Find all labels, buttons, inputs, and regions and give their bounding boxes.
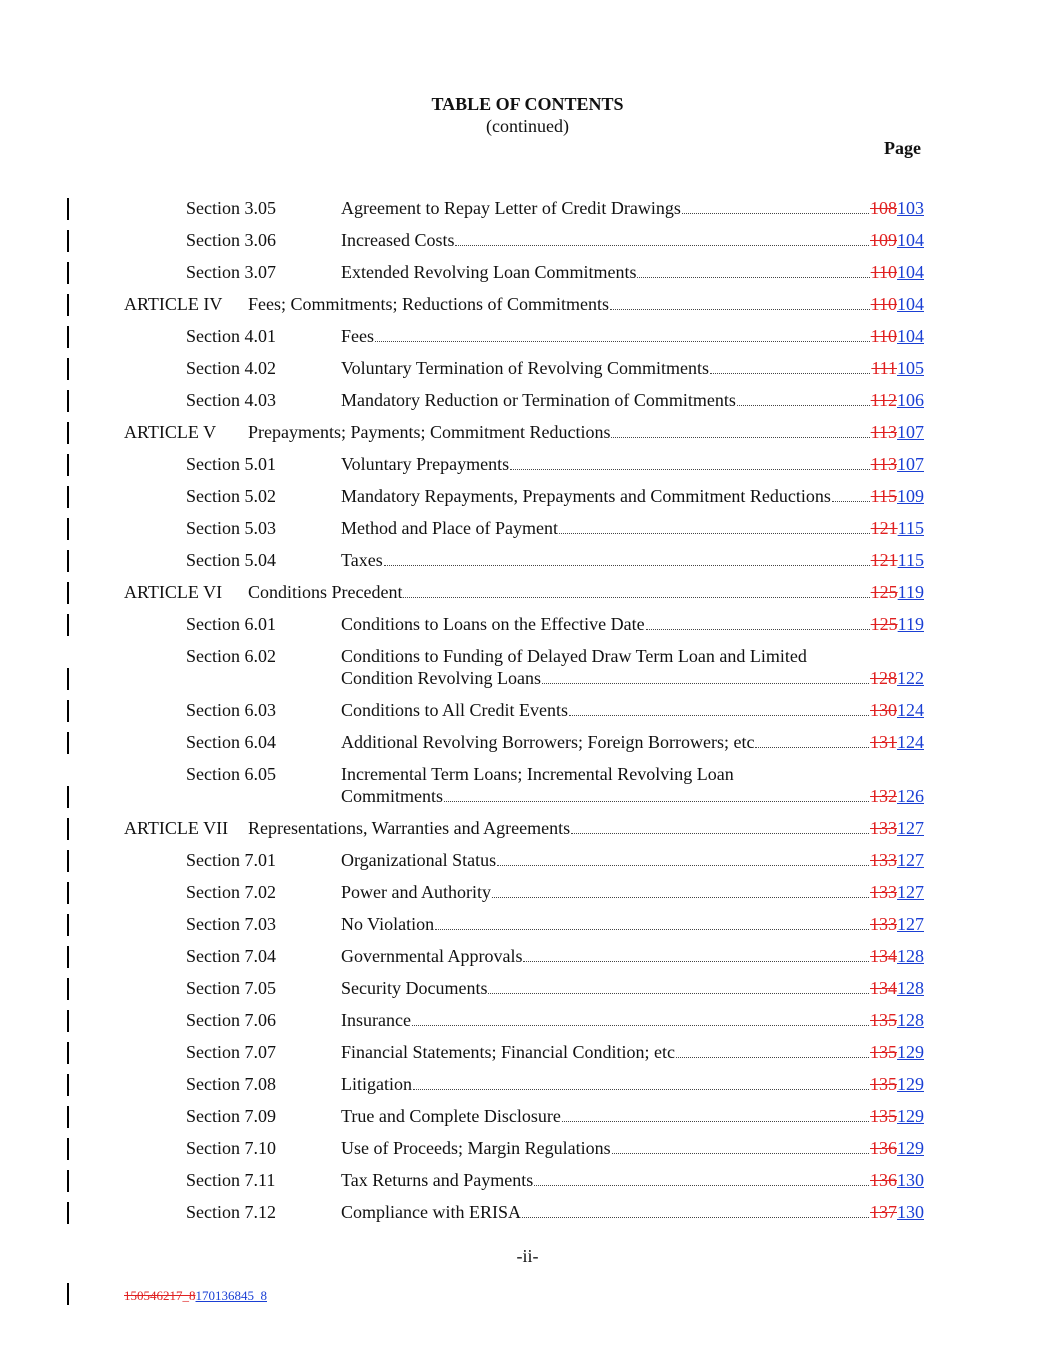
dot-leader [497,865,869,866]
change-bar [67,294,69,316]
change-bar [67,614,69,636]
toc-section-entry[interactable] [0,198,1055,220]
change-bar [67,850,69,872]
entry-line [341,262,924,283]
change-bar [67,732,69,754]
old-page-number: 110 [870,326,897,346]
article-number: ARTICLE VI [124,582,223,602]
entry-title: Insurance [341,1010,411,1030]
section-number: Section 6.01 [186,614,276,634]
dot-leader [384,565,870,566]
old-page-number: 134 [870,946,897,966]
section-number: Section 4.03 [186,390,276,410]
page-number: -ii- [516,1246,539,1266]
dot-leader [375,341,870,342]
entry-title: Conditions Precedent [248,582,403,602]
toc-section-entry[interactable] [0,454,1055,476]
document-id-inserted: 170136845_8 [195,1288,267,1303]
change-bar [67,262,69,284]
toc-section-entry[interactable] [0,946,1055,968]
change-bar [67,1170,69,1192]
dot-leader [444,801,869,802]
new-page-number[interactable]: 105 [897,358,924,378]
old-page-number: 136 [870,1170,897,1190]
change-bar [67,454,69,476]
entry-line [341,614,924,635]
entry-line [341,1010,924,1031]
dot-leader [612,1153,869,1154]
article-number: ARTICLE V [124,422,217,442]
section-number: Section 7.05 [186,978,276,998]
toc-section-entry[interactable] [0,390,1055,412]
old-page-number: 133 [870,882,897,902]
new-page-number[interactable]: 128 [897,946,924,966]
toc-section-entry[interactable] [0,486,1055,508]
dot-leader [646,629,870,630]
toc-section-entry[interactable] [0,230,1055,252]
entry-line [341,786,924,807]
dot-leader [455,245,869,246]
new-page-number[interactable]: 128 [897,978,924,998]
change-bar [67,582,69,604]
toc-section-entry[interactable] [0,1010,1055,1032]
new-page-number[interactable]: 129 [897,1138,924,1158]
entry-line [341,850,924,871]
entry-title: Conditions to All Credit Events [341,700,569,720]
old-page-number: 132 [870,786,897,806]
entry-title: Organizational Status [341,850,497,870]
section-number: Section 7.11 [186,1170,276,1190]
dot-leader [412,1025,869,1026]
new-page-number[interactable]: 109 [897,486,924,506]
toc-section-entry[interactable] [0,978,1055,1000]
dot-leader [522,1217,869,1218]
new-page-number[interactable]: 128 [897,1010,924,1030]
entry-title: Mandatory Repayments, Prepayments and Commitment Reductions [341,486,831,506]
entry-line [341,1170,924,1191]
section-number: Section 7.12 [186,1202,276,1222]
entry-line [341,882,924,903]
toc-section-entry[interactable] [0,914,1055,936]
entry-title: Condition Revolving Loans [341,668,541,688]
toc-section-entry[interactable] [0,614,1055,636]
old-page-number: 121 [870,518,898,538]
entry-title-line1: Incremental Term Loans; Incremental Revolving Loan [341,764,734,784]
document-id-deleted: 150546217_8 [124,1288,196,1303]
section-number: Section 6.05 [186,764,276,784]
old-page-number: 133 [870,818,897,838]
new-page-number[interactable]: 126 [897,786,924,806]
section-number: Section 5.02 [186,486,276,506]
section-number: Section 4.02 [186,358,276,378]
new-page-number[interactable]: 129 [897,1106,924,1126]
entry-line [248,582,924,603]
change-bar [67,700,69,722]
toc-article-entry[interactable] [0,294,1055,316]
old-page-number: 125 [870,582,898,602]
toc-article-entry[interactable] [0,422,1055,444]
old-page-number: 130 [870,700,897,720]
entry-title: Additional Revolving Borrowers; Foreign Borrowers; etc [341,732,755,752]
dot-leader [534,1185,869,1186]
new-page-number[interactable]: 127 [897,882,924,902]
entry-line [341,198,924,219]
entry-line [341,230,924,251]
change-bar [67,230,69,252]
old-page-number: 115 [870,486,897,506]
change-bar [67,1010,69,1032]
section-number: Section 7.01 [186,850,276,870]
new-page-number[interactable]: 127 [897,818,924,838]
entry-title: Fees; Commitments; Reductions of Commitments [248,294,609,314]
entry-title: Prepayments; Payments; Commitment Reductions [248,422,611,442]
entry-line [341,486,924,507]
change-bar [67,390,69,412]
entry-title: Conditions to Loans on the Effective Date [341,614,645,634]
new-page-number[interactable]: 119 [897,614,924,634]
old-page-number: 131 [870,732,897,752]
entry-line [248,818,924,839]
entry-title: Taxes [341,550,383,570]
toc-section-entry[interactable] [0,358,1055,380]
new-page-number[interactable]: 124 [897,732,924,752]
toc-section-entry[interactable] [0,700,1055,722]
section-number: Section 7.09 [186,1106,276,1126]
toc-section-entry[interactable] [0,850,1055,872]
toc-section-entry[interactable] [0,1170,1055,1192]
old-page-number: 135 [870,1074,897,1094]
new-page-number[interactable]: 104 [897,262,924,282]
entry-title: Financial Statements; Financial Condition; etc [341,1042,675,1062]
entry-title: Voluntary Prepayments [341,454,510,474]
change-bar [67,1042,69,1064]
entry-line [341,390,924,411]
entry-line [341,978,924,999]
toc-article-entry[interactable] [0,582,1055,604]
new-page-number[interactable]: 129 [897,1042,924,1062]
entry-title: Representations, Warranties and Agreements [248,818,571,838]
new-page-number[interactable]: 104 [897,326,924,346]
dot-leader [737,405,870,406]
new-page-number[interactable]: 104 [897,230,924,250]
dot-leader [569,715,869,716]
old-page-number: 113 [870,422,897,442]
section-number: Section 7.10 [186,1138,276,1158]
dot-leader [755,747,869,748]
toc-section-entry[interactable] [0,1074,1055,1096]
entry-title: Agreement to Repay Letter of Credit Drawings [341,198,681,218]
section-number: Section 7.03 [186,914,276,934]
toc-title: TABLE OF CONTENTS [431,94,624,114]
section-number: Section 6.03 [186,700,276,720]
entry-title-line1: Conditions to Funding of Delayed Draw Term Loan and Limited [341,646,807,666]
dot-leader [676,1057,869,1058]
toc-section-entry[interactable] [0,518,1055,540]
new-page-number[interactable]: 115 [897,550,924,570]
dot-leader [559,533,870,534]
toc-article-entry[interactable] [0,818,1055,840]
dot-leader [542,683,869,684]
new-page-number[interactable]: 106 [897,390,924,410]
section-number: Section 3.07 [186,262,276,282]
toc-subtitle: (continued) [486,116,569,136]
old-page-number: 135 [870,1010,897,1030]
entry-line [341,668,924,689]
entry-title: Security Documents [341,978,488,998]
new-page-number[interactable]: 130 [897,1202,924,1222]
change-bar [67,326,69,348]
change-bar [67,422,69,444]
dot-leader [571,833,869,834]
entry-line [341,550,924,571]
new-page-number[interactable]: 104 [897,294,924,314]
entry-title: Use of Proceeds; Margin Regulations [341,1138,611,1158]
dot-leader [413,1089,869,1090]
section-number: Section 7.02 [186,882,276,902]
dot-leader [562,1121,869,1122]
page-column-label: Page [884,138,921,158]
entry-title: Mandatory Reduction or Termination of Commitments [341,390,736,410]
new-page-number[interactable]: 103 [897,198,924,218]
section-number: Section 3.05 [186,198,276,218]
old-page-number: 128 [870,668,897,688]
old-page-number: 135 [870,1106,897,1126]
entry-title: Method and Place of Payment [341,518,558,538]
dot-leader [510,469,870,470]
dot-leader [637,277,869,278]
entry-line [341,946,924,967]
dot-leader [492,897,869,898]
change-bar [67,358,69,380]
old-page-number: 134 [870,978,897,998]
entry-line [341,454,924,475]
toc-section-entry[interactable] [0,1138,1055,1160]
entry-line [341,914,924,935]
entry-title: No Violation [341,914,435,934]
change-bar [67,978,69,1000]
entry-title: Commitments [341,786,444,806]
new-page-number[interactable]: 107 [897,454,924,474]
new-page-number[interactable]: 122 [897,668,924,688]
change-bar [67,1074,69,1096]
change-bar [67,946,69,968]
new-page-number[interactable]: 130 [897,1170,924,1190]
new-page-number[interactable]: 124 [897,700,924,720]
new-page-number[interactable]: 119 [897,582,924,602]
change-bar [67,818,69,840]
toc-section-entry[interactable] [0,1042,1055,1064]
entry-line [341,518,924,539]
toc-section-entry[interactable] [0,550,1055,572]
change-bar [67,198,69,220]
entry-line [341,1042,924,1063]
dot-leader [610,309,870,310]
section-number: Section 5.04 [186,550,276,570]
section-number: Section 7.06 [186,1010,276,1030]
old-page-number: 111 [871,358,897,378]
toc-section-entry[interactable] [0,882,1055,904]
old-page-number: 113 [870,454,897,474]
old-page-number: 133 [870,850,897,870]
entry-title: Fees [341,326,374,346]
entry-title: True and Complete Disclosure [341,1106,561,1126]
change-bar [67,1106,69,1128]
old-page-number: 110 [870,294,897,314]
entry-title: Litigation [341,1074,412,1094]
dot-leader [832,501,870,502]
entry-title: Compliance with ERISA [341,1202,521,1222]
entry-line [341,326,924,347]
section-number: Section 7.08 [186,1074,276,1094]
entry-title: Tax Returns and Payments [341,1170,534,1190]
toc-section-entry[interactable] [0,1202,1055,1224]
change-bar [67,1202,69,1224]
entry-line [341,1074,924,1095]
new-page-number[interactable]: 107 [897,422,924,442]
new-page-number[interactable]: 127 [897,850,924,870]
old-page-number: 137 [870,1202,897,1222]
entry-line [341,700,924,721]
entry-line [248,294,924,315]
article-number: ARTICLE IV [124,294,223,314]
old-page-number: 108 [870,198,897,218]
old-page-number: 125 [870,614,898,634]
section-number: Section 7.04 [186,946,276,966]
article-number: ARTICLE VII [124,818,229,838]
entry-title: Increased Costs [341,230,455,250]
section-number: Section 4.01 [186,326,276,346]
document-id [124,1288,267,1304]
section-number: Section 5.03 [186,518,276,538]
section-number: Section 6.02 [186,646,276,666]
entry-line [341,1202,924,1223]
toc-section-entry[interactable] [0,1106,1055,1128]
dot-leader [611,437,869,438]
section-number: Section 5.01 [186,454,276,474]
section-number: Section 6.04 [186,732,276,752]
old-page-number: 110 [870,262,897,282]
change-bar [67,1283,69,1305]
section-number: Section 7.07 [186,1042,276,1062]
change-bar [67,1138,69,1160]
entry-title: Governmental Approvals [341,946,523,966]
old-page-number: 133 [870,914,897,934]
change-bar [67,786,69,808]
change-bar [67,914,69,936]
entry-line [248,422,924,443]
toc-section-entry[interactable] [0,326,1055,348]
entry-title: Power and Authority [341,882,491,902]
change-bar [67,882,69,904]
change-bar [67,668,69,690]
entry-line [341,1138,924,1159]
dot-leader [523,961,869,962]
section-number: Section 3.06 [186,230,276,250]
old-page-number: 109 [870,230,897,250]
old-page-number: 121 [870,550,898,570]
toc-section-entry[interactable] [0,646,1055,690]
toc-section-entry[interactable] [0,764,1055,808]
old-page-number: 136 [870,1138,897,1158]
dot-leader [488,993,869,994]
entry-line [341,358,924,379]
change-bar [67,486,69,508]
entry-line [341,732,924,753]
entry-title: Extended Revolving Loan Commitments [341,262,637,282]
change-bar [67,550,69,572]
dot-leader [682,213,869,214]
old-page-number: 112 [870,390,897,410]
entry-title: Voluntary Termination of Revolving Commitments [341,358,710,378]
dot-leader [435,929,869,930]
old-page-number: 135 [870,1042,897,1062]
entry-line [341,1106,924,1127]
new-page-number[interactable]: 129 [897,1074,924,1094]
dot-leader [710,373,870,374]
change-bar [67,518,69,540]
new-page-number[interactable]: 127 [897,914,924,934]
new-page-number[interactable]: 115 [897,518,924,538]
toc-section-entry[interactable] [0,262,1055,284]
dot-leader [403,597,869,598]
toc-section-entry[interactable] [0,732,1055,754]
